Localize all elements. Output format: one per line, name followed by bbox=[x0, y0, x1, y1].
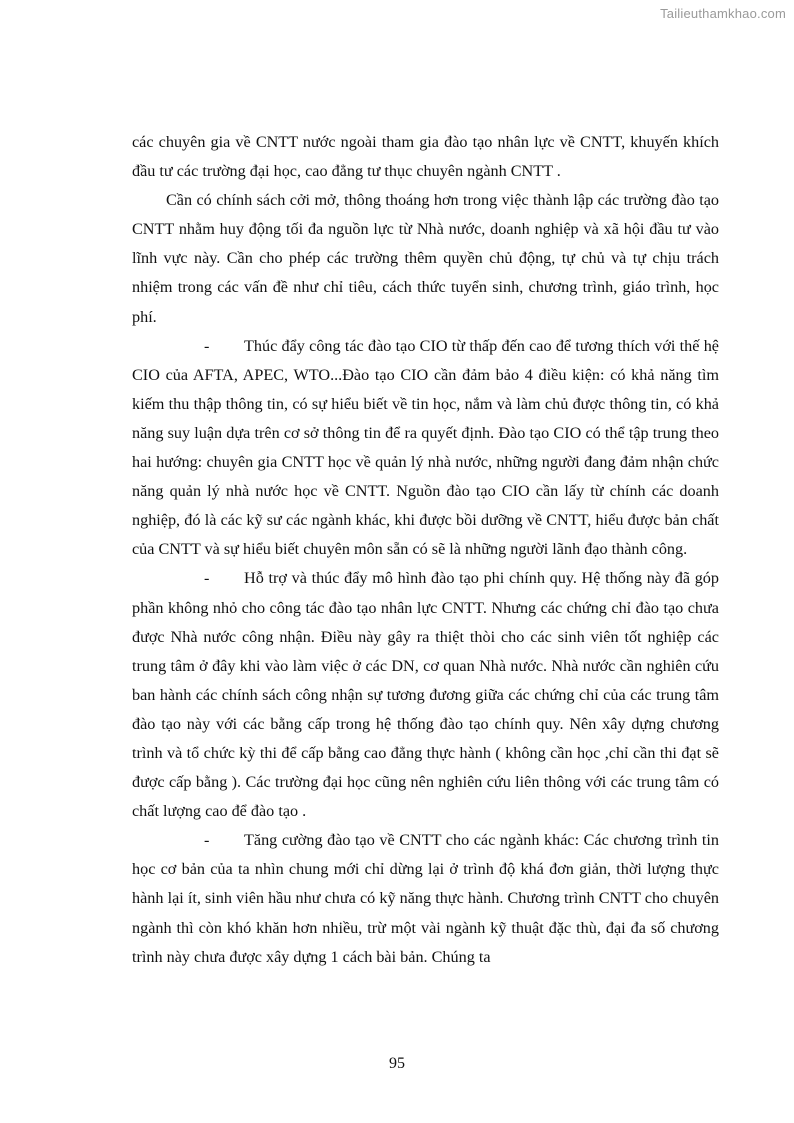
bullet-cio-training bbox=[132, 332, 719, 565]
bullet-dash: - bbox=[204, 569, 210, 588]
paragraph-text: Hỗ trợ và thúc đẩy mô hình đào tạo phi chính quy. Hệ thống này đã góp phần không nhỏ cho công tác đào tạo nhân lực CNTT. Nhưng các chứng chỉ đào tạo chưa được Nhà nước công nhận. Điều này gây ra thiệt thòi cho các sinh viên tốt nghiệp các trung tâm ở đây khi vào làm việc ở các DN, cơ quan Nhà nước. Nhà nước cần nghiên cứu ban hành các chính sách công nhận sự tương đương giữa các chứng chỉ của các trung tâm đào tạo này với các bằng cấp trong hệ thống đào tạo chính quy. Nên xây dựng chương trình và tổ chức kỳ thi để cấp bằng cao đẳng thực hành ( không cần học ,chỉ cần thi đạt sẽ được cấp bằng ). Các trường đại học cũng nên nghiên cứu liên thông với các trung tâm có chất lượng cao để đào tạo . bbox=[132, 569, 719, 821]
watermark-text: Tailieuthamkhao.com bbox=[660, 6, 786, 21]
bullet-dash: - bbox=[204, 831, 210, 850]
paragraph-text: Thúc đẩy công tác đào tạo CIO từ thấp đến cao để tương thích với thế hệ CIO của AFTA, APEC, WTO...Đào tạo CIO cần đảm bảo 4 điều kiện: có khả năng tìm kiếm thu thập thông tin, có sự hiểu biết về tin học, nắm và làm chủ được thông tin, có khả năng suy luận dựa trên cơ sở thông tin để ra quyết định. Đào tạo CIO có thể tập trung theo hai hướng: chuyên gia CNTT học về quản lý nhà nước, những người đang đảm nhận chức năng quản lý nhà nước học về CNTT. Nguồn đào tạo CIO cần lấy từ chính các doanh nghiệp, đó là các kỹ sư các ngành khác, khi được bồi dưỡng về CNTT, hiểu được bản chất của CNTT và sự hiểu biết chuyên môn sẵn có sẽ là những người lãnh đạo thành công. bbox=[132, 336, 719, 559]
paragraph-continuation bbox=[132, 128, 719, 186]
paragraph-text: các chuyên gia về CNTT nước ngoài tham gia đào tạo nhân lực về CNTT, khuyến khích đầu tư các trường đại học, cao đẳng tư thục chuyên ngành CNTT . bbox=[132, 133, 719, 181]
bullet-other-sectors-training bbox=[132, 826, 719, 971]
page-number: 95 bbox=[389, 1055, 405, 1072]
bullet-non-formal-training bbox=[132, 564, 719, 826]
document-body bbox=[132, 128, 719, 972]
paragraph-open-policy bbox=[132, 186, 719, 331]
paragraph-text: Cần có chính sách cởi mở, thông thoáng hơn trong việc thành lập các trường đào tạo CNTT nhằm huy động tối đa nguồn lực từ Nhà nước, doanh nghiệp và xã hội đầu tư vào lĩnh vực này. Cần cho phép các trường thêm quyền chủ động, tự chủ và tự chịu trách nhiệm trong các vấn đề như chỉ tiêu, cách thức tuyển sinh, chương trình, giáo trình, học phí. bbox=[132, 191, 719, 326]
bullet-dash: - bbox=[204, 336, 210, 355]
paragraph-text: Tăng cường đào tạo về CNTT cho các ngành khác: Các chương trình tin học cơ bản của ta nhìn chung mới chỉ dừng lại ở trình độ khá đơn giản, thời lượng thực hành lại ít, sinh viên hầu như chưa có kỹ năng thực hành. Chương trình CNTT cho chuyên ngành thì còn khó khăn hơn nhiều, trừ một vài ngành kỹ thuật đặc thù, đại đa số chương trình này chưa được xây dựng 1 cách bài bản. Chúng ta bbox=[132, 831, 719, 966]
